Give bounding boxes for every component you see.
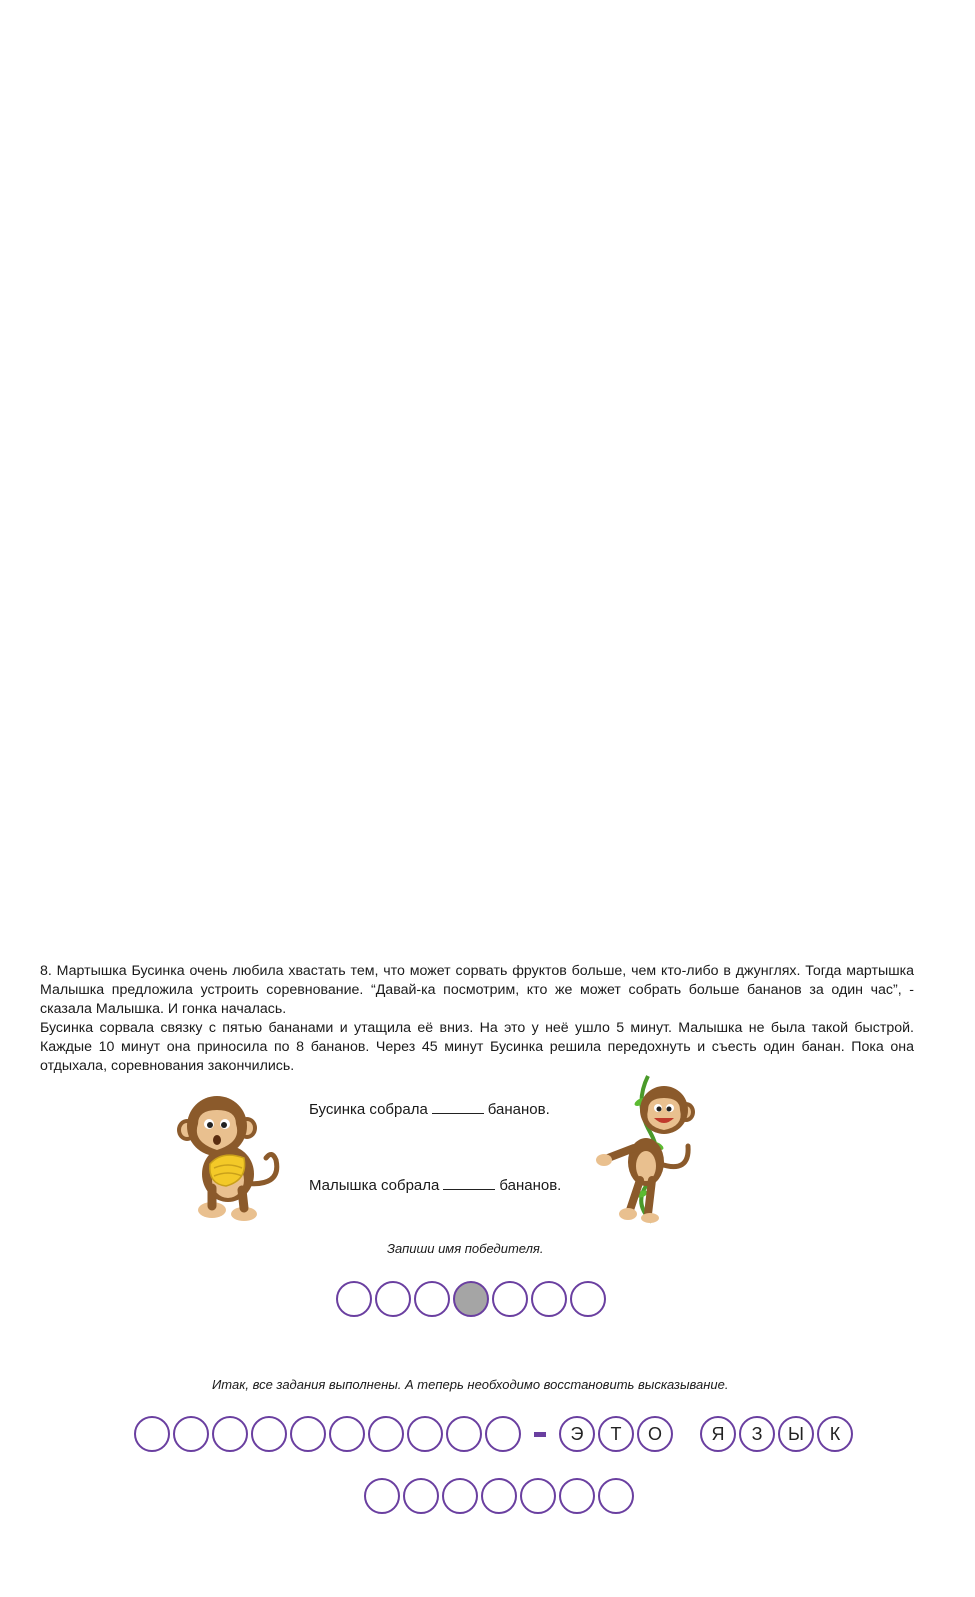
given-letter-circle: З <box>739 1416 775 1452</box>
statement-letter-circle[interactable] <box>559 1478 595 1514</box>
final-statement-row-2 <box>364 1478 637 1514</box>
monkey-with-bananas-illustration <box>172 1088 288 1228</box>
winner-letter-circle[interactable] <box>492 1281 528 1317</box>
given-letter-circle: К <box>817 1416 853 1452</box>
statement-letter-circle[interactable] <box>173 1416 209 1452</box>
answer-line-malyshka <box>309 1175 561 1194</box>
statement-letter-circle[interactable] <box>329 1416 365 1452</box>
monkey-on-vine-illustration <box>594 1074 704 1224</box>
winner-letter-circle[interactable] <box>336 1281 372 1317</box>
given-letter-circle: Э <box>559 1416 595 1452</box>
statement-letter-circle[interactable] <box>598 1478 634 1514</box>
final-prompt: Итак, все задания выполнены. А теперь необходимо восстановить высказывание. <box>212 1377 729 1392</box>
statement-letter-circle[interactable] <box>364 1478 400 1514</box>
final-statement-row-1 <box>134 1416 856 1452</box>
winner-letter-circle[interactable] <box>531 1281 567 1317</box>
statement-letter-circle[interactable] <box>212 1416 248 1452</box>
answer-businka-unit: бананов. <box>487 1101 550 1118</box>
winner-prompt: Запиши имя победителя. <box>387 1241 544 1256</box>
statement-letter-circle[interactable] <box>481 1478 517 1514</box>
given-letter-circle: Я <box>700 1416 736 1452</box>
answer-businka-blank[interactable] <box>432 1099 484 1114</box>
statement-letter-circle[interactable] <box>520 1478 556 1514</box>
winner-letter-circle[interactable] <box>570 1281 606 1317</box>
task-text <box>40 962 914 1076</box>
statement-letter-circle[interactable] <box>442 1478 478 1514</box>
winner-name-circles <box>336 1281 609 1317</box>
statement-letter-circle[interactable] <box>403 1478 439 1514</box>
winner-letter-circle[interactable] <box>375 1281 411 1317</box>
task-paragraph-1: 8. Мартышка Бусинка очень любила хвастать тем, что может сорвать фруктов больше, чем кто-либо в джунглях. Тогда мартышка Малышка предложила устроить соревнование. “Давай-ка посмотрим, кто же может собрать больше бананов за один час”, - сказала Малышка. И гонка началась. <box>40 963 914 1017</box>
winner-letter-circle[interactable] <box>414 1281 450 1317</box>
statement-letter-circle[interactable] <box>290 1416 326 1452</box>
dash-separator <box>534 1432 546 1437</box>
statement-letter-circle[interactable] <box>368 1416 404 1452</box>
answer-line-businka <box>309 1099 550 1118</box>
task-paragraph-2: Бусинка сорвала связку с пятью бананами и утащила её вниз. На это у неё ушло 5 минут. Малышка не была такой быстрой. Каждые 10 минут она приносила по 8 бананов. Через 45 минут Бусинка решила передохнуть и съесть один банан. Пока она отдыхала, соревнования закончились. <box>40 1020 914 1074</box>
given-letter-circle: Т <box>598 1416 634 1452</box>
answer-malyshka-label: Малышка собрала <box>309 1177 440 1194</box>
statement-letter-circle[interactable] <box>485 1416 521 1452</box>
statement-letter-circle[interactable] <box>251 1416 287 1452</box>
given-letter-circle: О <box>637 1416 673 1452</box>
statement-letter-circle[interactable] <box>134 1416 170 1452</box>
statement-letter-circle[interactable] <box>446 1416 482 1452</box>
statement-letter-circle[interactable] <box>407 1416 443 1452</box>
given-letter-circle: Ы <box>778 1416 814 1452</box>
answer-malyshka-blank[interactable] <box>443 1175 495 1190</box>
answer-malyshka-unit: бананов. <box>499 1177 562 1194</box>
winner-letter-circle-highlighted[interactable] <box>453 1281 489 1317</box>
answer-businka-label: Бусинка собрала <box>309 1101 428 1118</box>
